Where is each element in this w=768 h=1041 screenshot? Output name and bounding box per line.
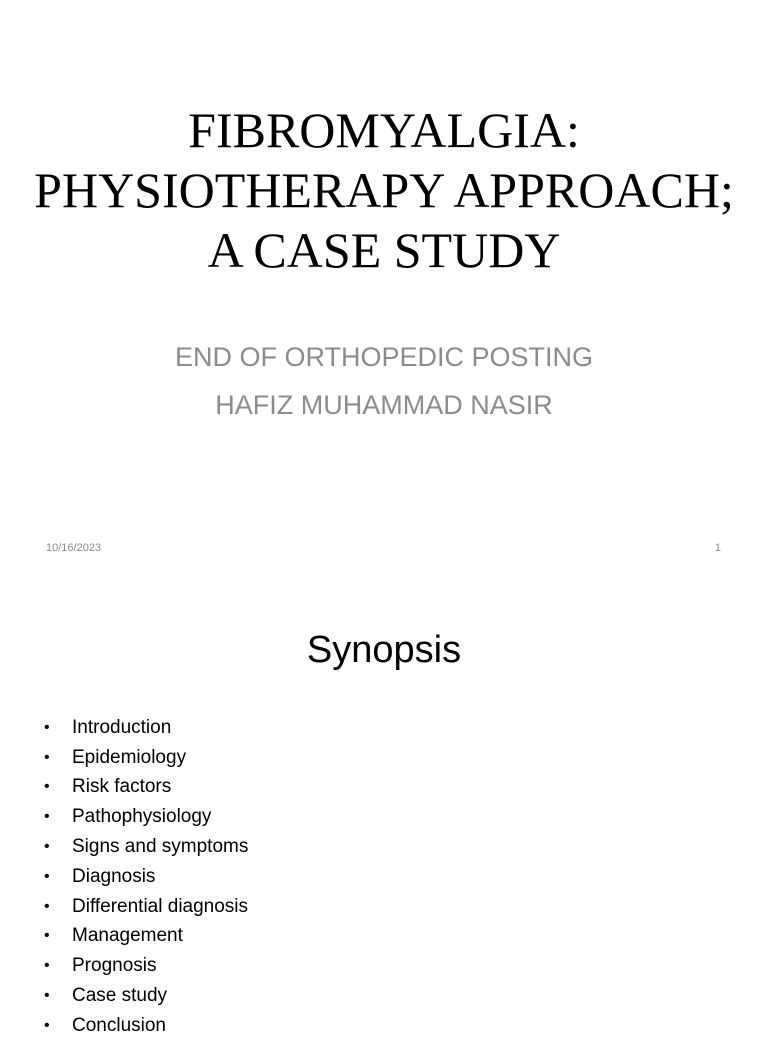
- list-item-label: Management: [72, 925, 183, 947]
- bullet-icon: •: [44, 778, 50, 796]
- bullet-icon: •: [44, 897, 50, 915]
- subtitle-line: END OF ORTHOPEDIC POSTING: [174, 342, 594, 372]
- list-item: [44, 713, 248, 743]
- list-item: [44, 892, 248, 922]
- slide-page-number: 1: [714, 542, 721, 554]
- list-item: [44, 802, 248, 832]
- title-line: FIBROMYALGIA:: [188, 102, 580, 158]
- bullet-icon: •: [44, 957, 50, 975]
- bullet-icon: •: [44, 1016, 50, 1034]
- list-item-label: Introduction: [72, 716, 172, 738]
- synopsis-title: Synopsis: [306, 629, 462, 671]
- synopsis-slide: [0, 590, 768, 1036]
- list-item: [44, 922, 248, 952]
- list-item: [44, 862, 248, 892]
- slide-date: 10/16/2023: [46, 542, 102, 554]
- bullet-icon: •: [44, 718, 50, 736]
- list-item: [44, 832, 248, 862]
- list-item-label: Differential diagnosis: [72, 895, 249, 917]
- title-line: A CASE STUDY: [207, 222, 561, 278]
- list-item-label: Signs and symptoms: [72, 836, 249, 858]
- list-item-label: Epidemiology: [72, 746, 187, 768]
- list-item-label: Conclusion: [72, 1014, 166, 1036]
- slide-title: [0, 100, 768, 280]
- list-item: [44, 1011, 248, 1041]
- bullet-icon: •: [44, 867, 50, 885]
- list-item-label: Risk factors: [72, 776, 172, 798]
- synopsis-list: [44, 713, 248, 1041]
- subtitle-line: HAFIZ MUHAMMAD NASIR: [215, 390, 553, 420]
- list-item: [44, 981, 248, 1011]
- bullet-icon: •: [44, 838, 50, 856]
- list-item: [44, 743, 248, 773]
- list-item-label: Prognosis: [72, 955, 157, 977]
- list-item: [44, 773, 248, 803]
- bullet-icon: •: [44, 808, 50, 826]
- list-item-label: Diagnosis: [72, 865, 156, 887]
- list-item-label: Case study: [72, 985, 168, 1007]
- list-item: [44, 951, 248, 981]
- bullet-icon: •: [44, 748, 50, 766]
- title-line: PHYSIOTHERAPY APPROACH;: [34, 162, 734, 218]
- list-item-label: Pathophysiology: [72, 806, 212, 828]
- bullet-icon: •: [44, 927, 50, 945]
- slide-subtitle: [0, 333, 768, 429]
- bullet-icon: •: [44, 987, 50, 1005]
